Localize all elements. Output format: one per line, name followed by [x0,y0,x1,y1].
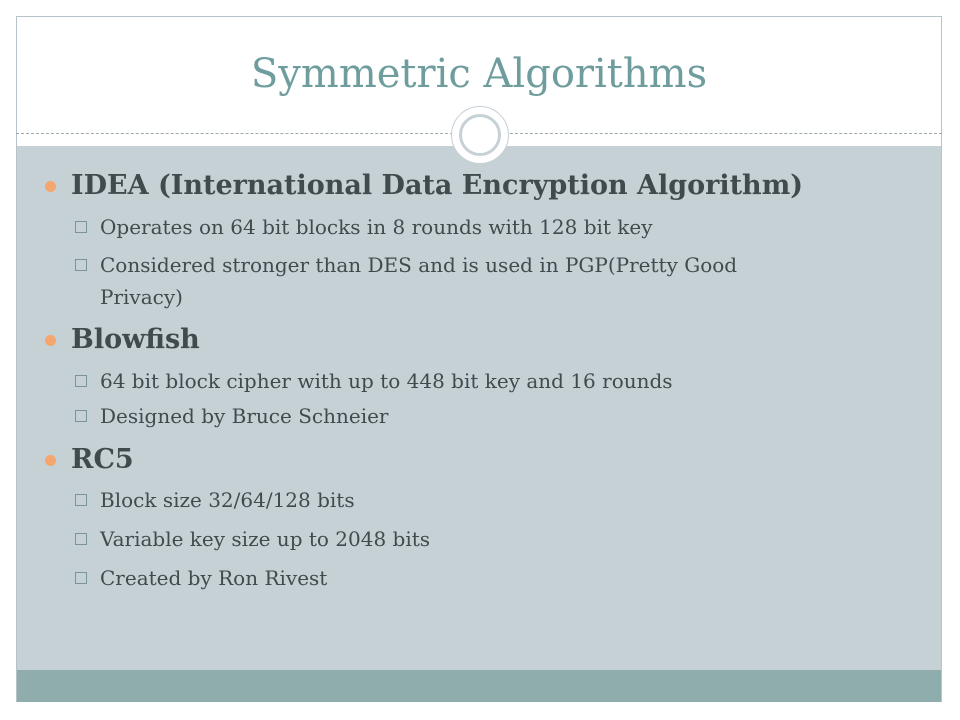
section-heading-rc5: RC5 [71,444,134,475]
square-bullet-icon [75,221,87,233]
square-bullet-icon [75,533,87,545]
square-bullet-icon [75,375,87,387]
slide-title: Symmetric Algorithms [250,51,708,97]
footer-bar [17,670,941,702]
bullet-dot-icon [45,455,56,466]
list-item-continuation: Privacy) [100,285,183,309]
square-bullet-icon [75,572,87,584]
list-item: Designed by Bruce Schneier [100,404,389,428]
section-heading-idea: IDEA (International Data Encryption Algorithm) [71,170,804,201]
list-item: Operates on 64 bit blocks in 8 rounds with 128 bit key [100,215,653,239]
square-bullet-icon [75,494,87,506]
divider-ornament-inner [459,114,501,156]
list-item: Created by Ron Rivest [100,566,328,590]
bullet-dot-icon [45,335,56,346]
list-item: Variable key size up to 2048 bits [100,527,431,551]
list-item: Block size 32/64/128 bits [100,488,355,512]
list-item: Considered stronger than DES and is used in PGP(Pretty Good [100,253,738,277]
list-item: 64 bit block cipher with up to 448 bit key and 16 rounds [100,369,673,393]
bullet-dot-icon [45,181,56,192]
square-bullet-icon [75,259,87,271]
square-bullet-icon [75,410,87,422]
section-heading-blowfish: Blowfish [71,324,200,355]
